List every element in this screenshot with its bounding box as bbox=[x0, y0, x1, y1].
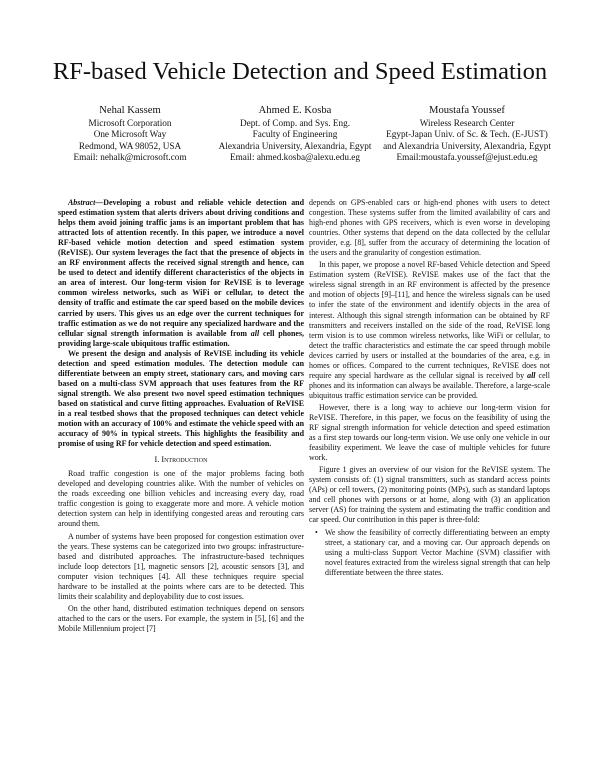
author-affiliation-line: Alexandria University, Alexandria, Egypt bbox=[218, 140, 372, 151]
author-affiliation-line: Redmond, WA 98052, USA bbox=[78, 140, 182, 151]
left-column bbox=[58, 198, 304, 634]
emphasis-all: all bbox=[527, 370, 536, 380]
author-affiliation-line: Egypt-Japan Univ. of Sc. & Tech. (E-JUST) bbox=[386, 129, 548, 140]
abstract-lead: Abstract bbox=[68, 198, 96, 207]
intro-paragraph-1: Road traffic congestion is one of the major problems facing both developed and developing countries alike. With the number of vehicles on the roads exceeding one billion vehicles and increasing every day, road traffic congestion is going to exaggerate more and more. A vehicle motion detection system can help in identifying congested areas and rerouting cars around them. bbox=[58, 469, 304, 529]
author-affiliation-line: and Alexandria University, Alexandria, Egypt bbox=[383, 140, 551, 151]
right-paragraph-4: Figure 1 gives an overview of our vision for the ReVISE system. The system consists of: (1) signal transmitters, such as standard access points (APs) or cell towers, (2) monitoring points (MPs), such as standard laptops and cell phones with persons or at home, along with (3) an application server (AS) for training the system and estimating the traffic condition and car speed. Our contribution in this paper is three-fold: bbox=[309, 465, 550, 525]
introduction-body bbox=[58, 469, 304, 634]
author-affiliation-line: Dept. of Comp. and Sys. Eng. bbox=[240, 117, 350, 128]
right-paragraph-2-end: cell phones and its information can always be available. Therefore, a large-scale ubiquitous traffic estimation service can be provided. bbox=[309, 370, 551, 400]
abstract-text: Developing a robust and reliable vehicle detection and speed estimation system that alerts drivers about driving conditions and helps them avoid joining traffic jams is an important problem that has attracted lots of attention recently. In this paper, we introduce a novel RF-based vehicle motion detection and speed estimation system (ReVISE). Our system leverages the fact that the presence of objects in an RF environment affects the received signal strength and hence, can be used to detect and identify different characteristics of the objects in an area of interest. Our long-term vision for ReVISE is to leverage common wireless networks, such as WiFi or cellular, to detect the density of traffic and estimate the car speed based on the mobile devices carried by users. This gives us an edge over the current techniques for traffic estimation as we do not require any specialized hardware and the cellular signal strength information is available from bbox=[58, 198, 304, 338]
author-affiliation-line: Microsoft Corporation bbox=[88, 117, 172, 128]
right-column bbox=[309, 198, 550, 578]
contribution-text: We show the feasibility of correctly differentiating between an empty street, a stationary car, and a moving car. Our approach depends on using a multi-class Support Vector Machine (SVM) classifier with novel features extracted from the wireless signal strength that can help differentiate between the three states. bbox=[325, 527, 550, 577]
abstract-paragraph-1: Abstract—Developing a robust and reliable vehicle detection and speed estimation system that alerts drivers about driving conditions and helps them avoid joining traffic jams is an important problem that has attracted lots of attention recently. In this paper, we introduce a novel RF-based vehicle motion detection and speed estimation system (ReVISE). Our system leverages the fact that the presence of objects in an RF environment affects the received signal strength and hence, can be used to detect and identify different characteristics of the objects in an area of interest. Our long-term vision for ReVISE is to leverage common wireless networks, such as WiFi or cellular, to detect the density of traffic and estimate the car speed based on the mobile devices carried by users. This gives us an edge over the current techniques for traffic estimation as we do not require any specialized hardware and the cellular signal strength information is available from all cell phones, providing large-scale ubiquitous traffic estimation. bbox=[58, 198, 305, 348]
abstract-text-end: cell phones, providing large-scale ubiquitous traffic estimation. bbox=[58, 328, 305, 348]
author-name: Ahmed E. Kosba bbox=[258, 105, 332, 116]
author-email: Email: ahmed.kosba@alexu.edu.eg bbox=[230, 152, 360, 163]
author-affiliation-line: Wireless Research Center bbox=[419, 117, 515, 128]
list-item bbox=[309, 528, 550, 578]
abstract bbox=[58, 198, 304, 449]
author-email: Email: nehalk@microsoft.com bbox=[73, 152, 187, 163]
continued-paragraph: depends on GPS-enabled cars or high-end phones with users to detect congestion. These systems suffer from the limited availability of cars and high-end phones with GPS receivers, which is even worse in developing countries. Other systems that depend on the data collected by the cellular provider, e.g. [8], suffer from the accuracy of determining the location of the users and the granularity of congestion estimation. bbox=[309, 198, 550, 258]
author-affiliation-line: One Microsoft Way bbox=[93, 129, 167, 140]
paper-title: RF-based Vehicle Detection and Speed Estimation bbox=[52, 58, 548, 85]
author-block bbox=[0, 104, 600, 164]
intro-paragraph-3: On the other hand, distributed estimation techniques depend on sensors attached to the cars or the users. For example, the system in [5], [6] and the Mobile Millennium project [7] bbox=[58, 603, 304, 633]
right-paragraph-2-text: In this paper, we propose a novel RF-based Vehicle detection and Speed Estimation system (ReVISE). ReVISE makes use of the fact that the wireless signal strength in an RF environment is affected by the presence and motion of objects [9]–[11], and hence the wireless signals can be used to infer the state of the environment and identify objects in the area of interest. Although this signal strength information can be obtained by RF transmitters and receivers installed on the side of the road, ReVISE long term vision is to use common wireless networks, like WiFi or cellular, to detect the traffic characteristics and estimate the car speed through mobile devices carried by users or installed at the boundaries of the area, e.g. in homes or offices. Compared to the current techniques, ReVISE does not require any special hardware as the cellular signal is received by bbox=[309, 260, 550, 380]
abstract-paragraph-2: We present the design and analysis of ReVISE including its vehicle detection and speed estimation modules. The detection module can differentiate between an empty street, stationary cars, and moving cars based on a multi-class SVM approach that uses features from the RF signal strength. We also present two novel speed estimation techniques based on statistical and curve fitting approaches. Evaluation of ReVISE in a real testbed shows that the proposed techniques can detect vehicle motion with an accuracy of 100% and estimate the vehicle speed with an accuracy of 90% in typical streets. This highlights the feasibility and promise of using RF for vehicle detection and speed estimation. bbox=[58, 348, 304, 449]
right-paragraph-2 bbox=[309, 260, 550, 401]
section-heading-introduction: I. Introduction bbox=[154, 455, 208, 465]
author-1 bbox=[40, 104, 220, 164]
author-name: Nehal Kassem bbox=[99, 105, 161, 116]
author-email: Email:moustafa.youssef@ejust.edu.eg bbox=[396, 152, 538, 163]
emphasis-all: all bbox=[250, 328, 260, 338]
intro-paragraph-2: A number of systems have been proposed for congestion estimation over the years. These systems can be categorized into two groups: infrastructure-based and distributed approaches. The infrastructure-based techniques include loop detectors [1], magnetic sensors [2], acoustic sensors [3], and computer vision techniques [4]. All these techniques require special hardware to be installed at the points where cars are to be detected. This limits their scalability and deployability due to cost issues. bbox=[58, 531, 304, 601]
author-name: Moustafa Youssef bbox=[429, 105, 505, 116]
bullet-icon: • bbox=[315, 527, 318, 537]
author-3 bbox=[362, 104, 572, 164]
author-affiliation-line: Faculty of Engineering bbox=[252, 129, 338, 140]
right-paragraph-3: However, there is a long way to achieve our long-term vision for ReVISE. Therefore, in this paper, we focus on the feasibility of using the RF signal strength information for vehicle detection and speed estimation as a first step towards our long-term vision. We use only one vehicle in our feasibility experiment. We leave the case of multiple vehicles for future work. bbox=[309, 402, 550, 463]
contribution-list bbox=[309, 528, 550, 578]
